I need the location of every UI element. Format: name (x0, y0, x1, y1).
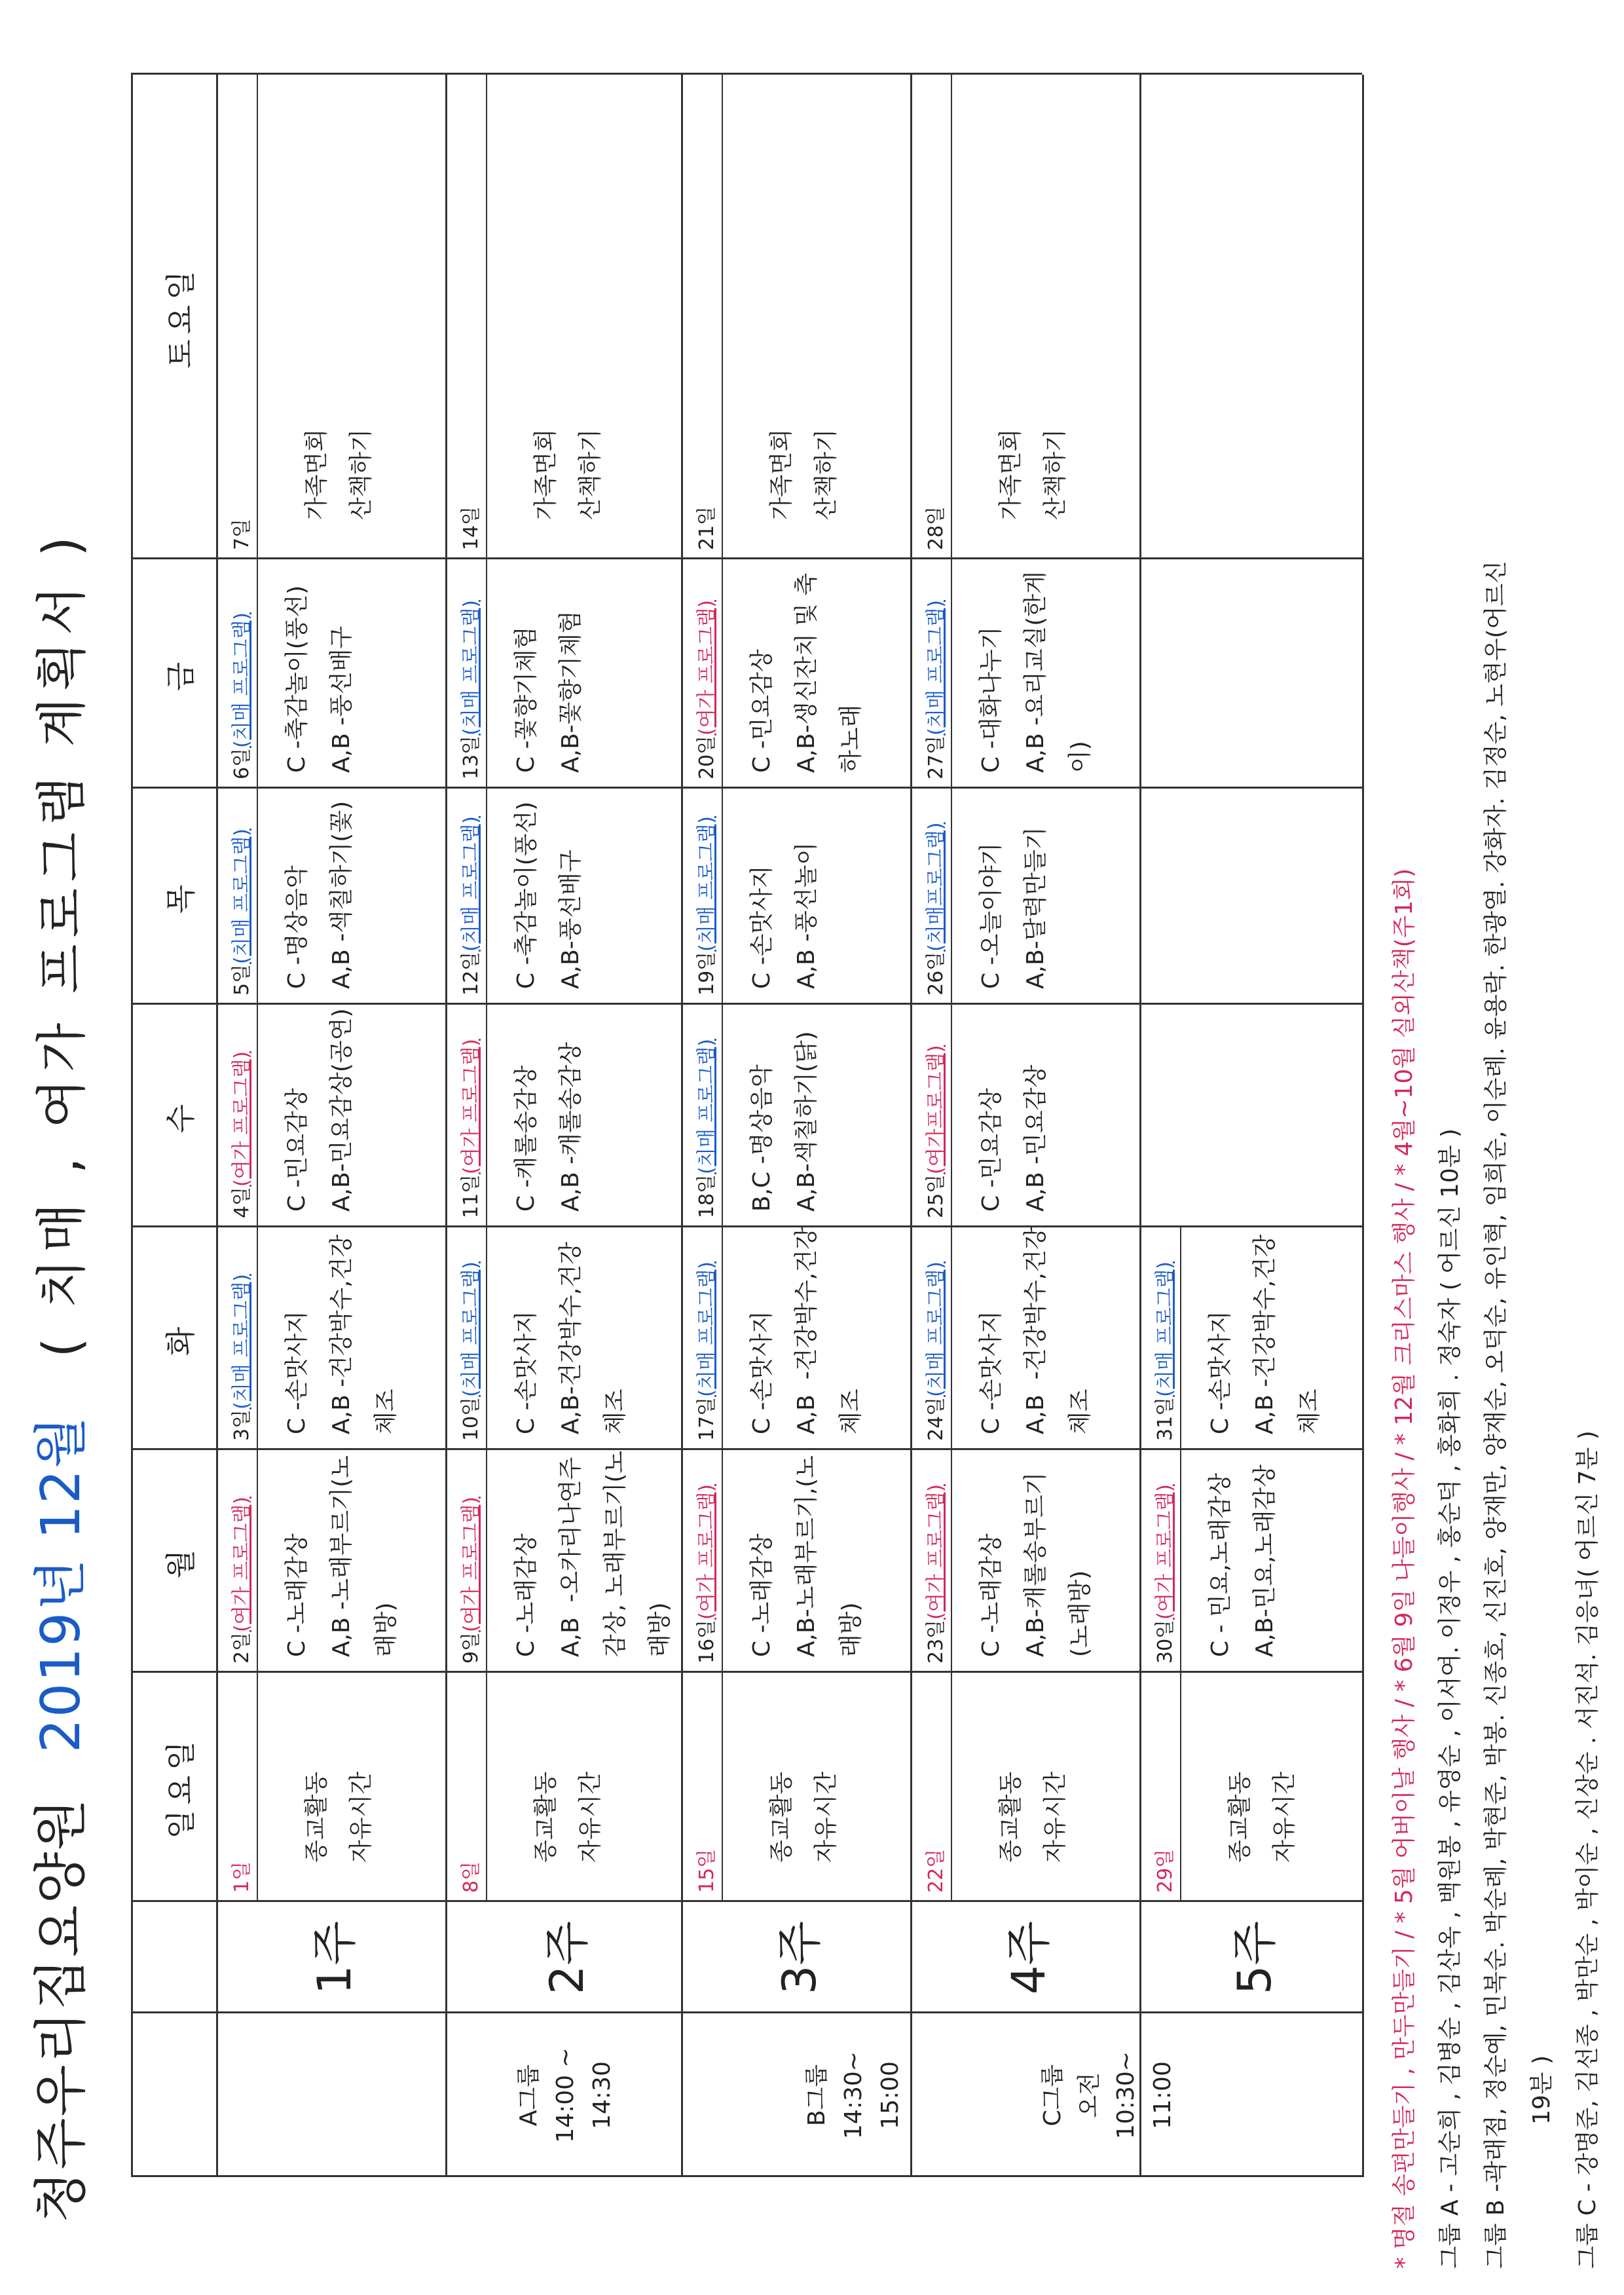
program-tag: (치매 프로그램) (695, 816, 718, 952)
day-date (225, 829, 254, 996)
day-header: 화 (163, 1321, 198, 1356)
program-tag: (치매 프로그램) (231, 1274, 253, 1409)
activity-text: C -오늘이야기 A,B-달력만들기 (978, 827, 1049, 989)
day-date (919, 600, 948, 779)
table-rule (131, 787, 1362, 789)
table-rule (951, 1005, 952, 1227)
table-rule (257, 1673, 258, 1902)
table-rule (257, 559, 258, 789)
table-rule (486, 559, 487, 789)
date-number: 13일 (460, 735, 483, 779)
activity-text: 가족면회 산책하기 (532, 428, 604, 520)
day-date (454, 600, 483, 779)
program-tag: (여가 프로그램) (1154, 1484, 1177, 1620)
table-rule (722, 789, 723, 1005)
day-date (225, 1274, 254, 1441)
day-date (690, 1039, 719, 1218)
activity-text: 가족면회 산책하기 (997, 428, 1069, 520)
activity-text: C -손맛사지 A,B -건강박수,건강 체조 (284, 1234, 399, 1434)
day-date (919, 1045, 948, 1218)
table-rule (257, 789, 258, 1005)
activity-text: C -손맛사지 A,B-건강박수,건강 체조 (513, 1242, 629, 1434)
group-label: B그룹 14:30~ 15:00 (803, 2051, 904, 2139)
date-number: 21일 (695, 506, 718, 550)
table-rule (486, 75, 487, 559)
week-label: 3주 (773, 1920, 826, 1995)
program-tag: (치매 프로그램) (695, 1261, 718, 1397)
date-number: 23일 (925, 1619, 948, 1664)
day-date (454, 1039, 483, 1218)
group-b-members: 그룹 B -곽래점, 정순예, 민복순. 박순례, 박현준, 박봉. 신종호, 신진호, 양재만, 양재순, 오덕순, 유인혁, 임희순, 이순례. 윤용락. 한광열. 강화자. 김정순, 노현우(어르신 (1483, 561, 1509, 2269)
day-date (919, 823, 948, 996)
day-date (225, 612, 254, 779)
date-number: 19일 (695, 951, 718, 996)
subtitle: ( 치매 , 여가 프로그램 계획서 ) (33, 530, 92, 1358)
activity-text: C -노래감상 A,B -오카리나연주 감상, 노래부르기(노 래방) (513, 1450, 673, 1657)
table-rule (910, 75, 912, 2177)
table-rule (131, 1671, 1362, 1673)
activity-text: 종교활동 자유시간 (532, 1771, 604, 1863)
table-rule (486, 1005, 487, 1227)
program-tag: (여가 프로그램) (695, 1484, 718, 1620)
date-number: 29일 (1154, 1848, 1177, 1893)
date-number: 28일 (925, 506, 948, 550)
program-tag: (치매 프로그램) (1154, 1261, 1177, 1397)
table-rule (257, 1005, 258, 1227)
day-date (919, 1484, 948, 1664)
day-header: 목 (163, 879, 198, 914)
day-date (454, 1497, 483, 1664)
day-date (454, 816, 483, 996)
date-number: 11일 (460, 1174, 483, 1218)
table-rule (722, 1673, 723, 1902)
table-rule (131, 1448, 1362, 1450)
activity-text: C - 민요,노래감상 A,B-민요,노래감상 (1207, 1465, 1278, 1657)
group-a-members: 그룹 A - 고순희 , 김병순 , 김산옥 , 백원봉 , 유영순 , 이서여. 이정우 , 홍순덕 , 홍화희 . 정숙자 ( 어르신 10분 ) (1437, 1128, 1464, 2269)
program-tag: (여가 프로그램) (925, 1484, 948, 1620)
activity-text: 가족면회 산책하기 (768, 428, 840, 520)
table-rule (445, 75, 447, 2177)
table-rule (131, 75, 133, 2177)
table-rule (486, 1673, 487, 1902)
activity-text: C -캐롤송감상 A,B -캐롤송감상 (513, 1041, 584, 1212)
date-number: 17일 (695, 1396, 718, 1441)
table-rule (722, 559, 723, 789)
day-date (454, 1261, 483, 1441)
group-c-members: 그룹 C - 강명준, 김선종 , 박만순 , 박이순 , 신상순 . 서진석. 김응녀( 어르신 7분 ) (1574, 1430, 1601, 2269)
day-header: 월 (163, 1544, 198, 1579)
activity-text: C -민요감상 A,B-생신잔치 및 축 하노래 (748, 572, 864, 773)
table-rule (951, 75, 952, 559)
table-rule (486, 1227, 487, 1450)
day-date (225, 519, 254, 550)
date-number: 24일 (925, 1396, 948, 1441)
program-tag: (치매 프로그램) (460, 816, 483, 952)
day-header: 금 (163, 656, 198, 692)
activity-text: C -꽃향기체험 A,B-꽃향기체험 (513, 610, 584, 773)
date-number: 31일 (1154, 1396, 1177, 1441)
week-label: 5주 (1228, 1920, 1282, 1995)
program-tag: (여가 프로그램) (460, 1039, 483, 1174)
activity-text: C -손맛사지 A,B -건강박수,건강 체조 (748, 1227, 864, 1434)
date-number: 4일 (231, 1186, 253, 1218)
table-rule (722, 1227, 723, 1450)
week-label: 4주 (1002, 1920, 1056, 1995)
notes-section (1382, 16, 1611, 2269)
date-number: 6일 (231, 747, 253, 779)
group-label: C그룹 오전 10:30~ 11:00 (1039, 2051, 1176, 2139)
activity-text: C -노래감상 A,B-노래부르기,(노 래방) (748, 1455, 864, 1657)
table-rule (1362, 75, 1364, 2177)
day-date (225, 1497, 254, 1664)
date-number: 3일 (231, 1409, 253, 1441)
group-b-members-cont: 19분 ) (1528, 2055, 1555, 2125)
day-header: 일요일 (163, 1736, 198, 1839)
program-tag: (치매 프로그램) (460, 1261, 483, 1397)
date-number: 5일 (231, 963, 253, 996)
table-rule (131, 557, 1362, 559)
date-number: 1일 (231, 1861, 253, 1893)
date-number: 8일 (460, 1861, 483, 1893)
date-number: 14일 (460, 506, 483, 550)
day-date (690, 1849, 719, 1893)
program-tag: (치매 프로그램) (695, 1039, 718, 1174)
program-tag: (치매 프로그램) (231, 829, 253, 964)
activity-text: B,C -명상음악 A,B-색칠하기(닭) (748, 1031, 820, 1212)
activity-text: C -손맛사지 A,B -풍선놀이 (748, 842, 820, 989)
table-rule (951, 1227, 952, 1450)
table-rule (1180, 1673, 1181, 1902)
day-date (690, 816, 719, 996)
events-note: * 명절 송편만들기 , 만두만들기 / * 5월 어버이날 행사 / * 6월 9일 나들이행사 / * 12월 크리스마스 행사 / * 4월~10월 실외산책(주1회) (1391, 868, 1418, 2269)
program-tag: (치매프로그램) (925, 822, 948, 952)
date-number: 30일 (1154, 1619, 1177, 1664)
day-date (1149, 1261, 1177, 1441)
activity-text: 종교활동 자유시간 (303, 1771, 375, 1863)
table-rule (722, 75, 723, 559)
date-number: 2일 (231, 1632, 253, 1664)
date-number: 16일 (695, 1619, 718, 1664)
day-header: 수 (163, 1098, 198, 1134)
program-tag: (여가 프로그램) (231, 1051, 253, 1187)
program-tag: (여가 프로그램) (695, 600, 718, 736)
program-tag: (여가프로그램) (925, 1045, 948, 1174)
week-label: 2주 (540, 1920, 594, 1995)
activity-text: C -노래감상 A,B-캐롤송부르기 (노래방) (978, 1472, 1094, 1657)
date-number: 10일 (460, 1396, 483, 1441)
table-rule (486, 1450, 487, 1673)
page-title (18, 530, 95, 2223)
program-tag: (치매 프로그램) (460, 600, 483, 736)
activity-text: C -민요감상 A,B -민요감상 (978, 1064, 1049, 1212)
day-date (225, 1861, 254, 1893)
table-rule (1139, 75, 1141, 2177)
day-date (1149, 1484, 1177, 1664)
day-date (1149, 1849, 1177, 1893)
day-date (919, 1261, 948, 1441)
table-rule (951, 1450, 952, 1673)
date-number: 12일 (460, 951, 483, 996)
day-date (690, 506, 719, 550)
table-rule (131, 73, 1362, 75)
date-number: 9일 (460, 1632, 483, 1664)
date-number: 15일 (695, 1848, 718, 1893)
date-number: 7일 (231, 518, 253, 550)
date-number: 25일 (925, 1174, 948, 1218)
activity-text: C -민요감상 A,B-민요감상(공연) (284, 1008, 355, 1212)
institution-name: 청주우리집요양원 (30, 1797, 92, 2223)
date-number: 27일 (925, 735, 948, 779)
day-date (454, 1861, 483, 1893)
table-rule (257, 1227, 258, 1450)
program-tag: (치매 프로그램) (925, 600, 948, 736)
program-tag: (치매 프로그램) (231, 612, 253, 748)
table-rule (951, 559, 952, 789)
table-rule (257, 1450, 258, 1673)
day-date (919, 506, 948, 550)
table-rule (1180, 1227, 1181, 1450)
table-rule (131, 1003, 1362, 1005)
activity-text: C -대화나누기 A,B -요리교실(한게 이) (978, 571, 1094, 773)
table-rule (486, 789, 487, 1005)
table-rule (951, 1673, 952, 1902)
activity-text: 종교활동 자유시간 (768, 1771, 840, 1863)
date-number: 22일 (925, 1848, 948, 1893)
day-date (919, 1849, 948, 1893)
date-number: 26일 (925, 951, 948, 996)
day-date (454, 506, 483, 550)
date-number: 20일 (695, 735, 718, 779)
table-rule (722, 1005, 723, 1227)
activity-text: C -축감놀이(풍선) A,B-풍선배구 (513, 801, 584, 989)
day-header: 토요일 (163, 265, 198, 369)
day-date (225, 1051, 254, 1218)
date-number: 18일 (695, 1174, 718, 1218)
year-month: 2019년 12월 (30, 1415, 92, 1753)
activity-text: C -손맛사지 A,B -건강박수,건강 체조 (978, 1227, 1094, 1434)
program-tag: (치매 프로그램) (925, 1261, 948, 1397)
activity-text: C -명상음악 A,B -색칠하기(꽃) (284, 800, 355, 989)
activity-text: 가족면회 산책하기 (303, 428, 375, 520)
table-rule (257, 75, 258, 559)
program-tag: (여가 프로그램) (460, 1497, 483, 1632)
schedule-table (131, 75, 1362, 2177)
table-rule (681, 75, 683, 2177)
day-date (690, 600, 719, 779)
activity-text: C -손맛사지 A,B -건강박수,건강 체조 (1207, 1234, 1323, 1434)
program-tag: (여가 프로그램) (231, 1497, 253, 1632)
table-rule (216, 75, 218, 2177)
activity-text: 종교활동 자유시간 (997, 1771, 1069, 1863)
day-date (690, 1261, 719, 1441)
activity-text: 종교활동 자유시간 (1227, 1771, 1298, 1863)
group-label: A그룹 14:00 ~ 14:30 (515, 2047, 616, 2143)
table-rule (1180, 1450, 1181, 1673)
week-label: 1주 (308, 1920, 361, 1995)
table-rule (951, 789, 952, 1005)
day-date (690, 1484, 719, 1664)
table-rule (722, 1450, 723, 1673)
activity-text: C -축감놀이(풍선) A,B -풍선배구 (284, 585, 355, 773)
activity-text: C -노래감상 A,B -노래부르기(노 래방) (284, 1455, 399, 1657)
